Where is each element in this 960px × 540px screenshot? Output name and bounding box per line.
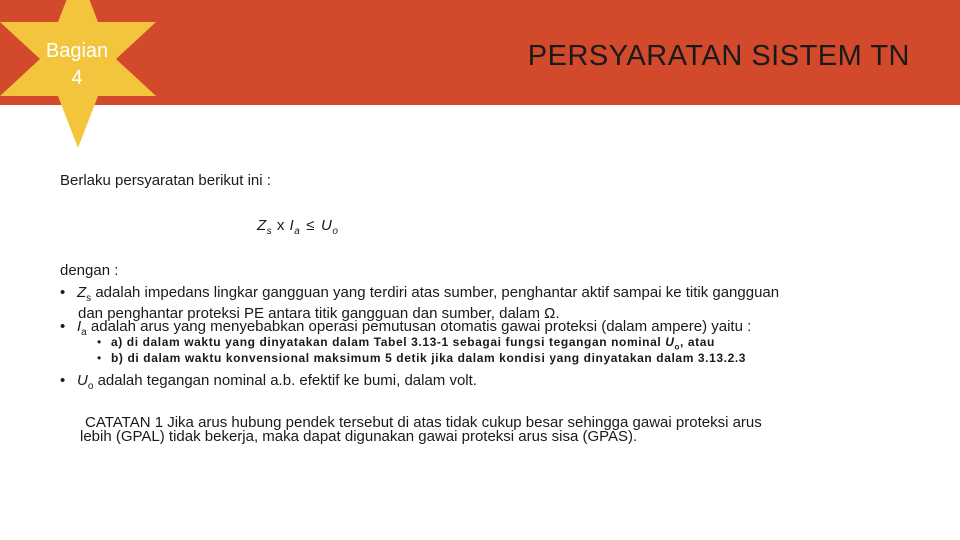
- sub-bullet-a: [97, 335, 715, 351]
- section-badge: [27, 38, 127, 92]
- bullet-uo: [60, 373, 477, 394]
- sub-bullet-dot: •: [97, 351, 102, 365]
- bullet-zs: [60, 285, 779, 321]
- note-line1: CATATAN 1 Jika arus hubung pendek tersebut di atas tidak cukup besar sehingga gawai proteksi arus: [85, 414, 762, 431]
- sub-bullet-a-symbol: U: [665, 335, 675, 349]
- formula-u: U: [320, 217, 333, 234]
- bullet-zs-sub: s: [86, 293, 92, 304]
- badge-line2: 4: [71, 67, 83, 89]
- bullet-dot: •: [60, 284, 66, 301]
- formula-u-sub: o: [332, 226, 339, 237]
- bullet-zs-line1: adalah impedans lingkar gangguan yang terdiri atas sumber, penghantar aktif sampai ke titik gangguan: [91, 284, 780, 301]
- note-line2: lebih (GPAL) tidak bekerja, maka dapat digunakan gawai proteksi arus sisa (GPAS).: [80, 428, 638, 445]
- bullet-dot: •: [60, 372, 66, 389]
- formula-le: ≤: [306, 217, 315, 234]
- bullet-uo-symbol: U: [77, 372, 88, 389]
- sub-bullet-a-tail: , atau: [680, 335, 715, 349]
- bullet-ia-text: adalah arus yang menyebabkan operasi pemutusan otomatis gawai proteksi (dalam ampere) yaitu :: [86, 318, 752, 335]
- bullet-uo-text: adalah tegangan nominal a.b. efektif ke bumi, dalam volt.: [93, 372, 477, 389]
- bullet-uo-sub: o: [87, 381, 94, 392]
- sub-bullet-a-sub: o: [674, 342, 681, 352]
- dengan-label: dengan :: [60, 262, 119, 279]
- bullet-zs-line2: dan penghantar proteksi PE antara titik gangguan dan sumber, dalam Ω.: [78, 305, 560, 322]
- formula-z-sub: s: [266, 226, 273, 237]
- bullet-ia-sub: a: [81, 327, 87, 338]
- formula-i: I: [289, 217, 295, 234]
- note-catatan: [80, 416, 762, 444]
- sub-bullet-dot: •: [97, 335, 102, 349]
- bullet-ia-symbol: I: [77, 318, 82, 335]
- bullet-zs-symbol: Z: [77, 284, 87, 301]
- formula-z: Z: [257, 217, 267, 234]
- formula: [257, 217, 338, 237]
- intro-text: Berlaku persyaratan berikut ini :: [60, 172, 271, 189]
- page-title: PERSYARATAN SISTEM TN: [527, 40, 910, 72]
- badge-line1: Bagian: [45, 40, 109, 62]
- sub-bullet-b-text: b) di dalam waktu konvensional maksimum 5 detik jika dalam kondisi yang dinyatakan dalam 3.13.2.3: [111, 351, 747, 365]
- bullet-dot: •: [60, 318, 66, 335]
- sub-bullet-b: [97, 351, 746, 365]
- sub-bullet-a-text: a) di dalam waktu yang dinyatakan dalam Tabel 3.13-1 sebagai fungsi tegangan nominal: [111, 335, 666, 349]
- formula-i-sub: a: [294, 226, 301, 237]
- formula-times: x: [272, 217, 290, 234]
